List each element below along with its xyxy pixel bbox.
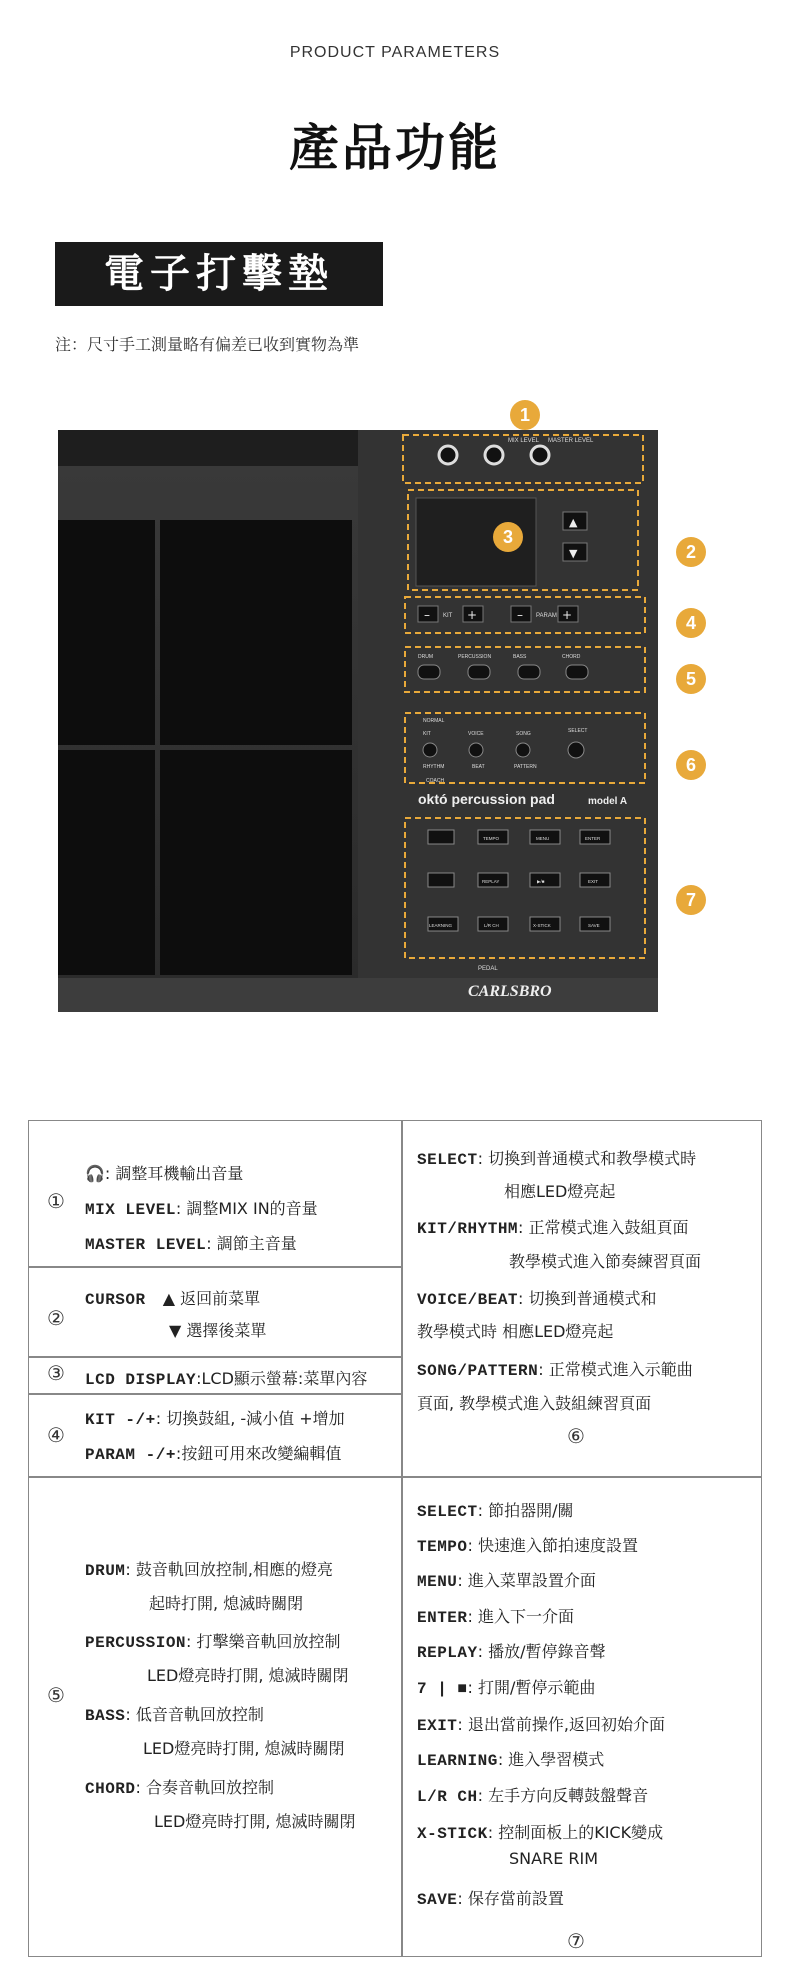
badge-4: 4 bbox=[676, 608, 706, 638]
pad-bottom-right bbox=[160, 750, 352, 975]
voice-beat-row: VOICE/BEAT: 切換到普通模式和 bbox=[417, 1289, 657, 1309]
row6-number: ⑥ bbox=[567, 1424, 585, 1448]
svg-text:PERCUSSION: PERCUSSION bbox=[458, 654, 492, 660]
svg-text:+: + bbox=[467, 608, 478, 622]
cursor-down-row: ▼ 選擇後菜單 bbox=[169, 1321, 267, 1340]
svg-text:MIX LEVEL: MIX LEVEL bbox=[508, 438, 540, 444]
param-row: PARAM -/+:按鈕可用來改變編輯值 bbox=[85, 1444, 342, 1464]
function-item: SELECT: 節拍器開/關 bbox=[417, 1501, 574, 1521]
percussion-row: PERCUSSION: 打擊樂音軌回放控制 bbox=[85, 1632, 341, 1652]
function-item: EXIT: 退出當前操作,返回初始介面 bbox=[417, 1715, 665, 1735]
page-subtitle: PRODUCT PARAMETERS bbox=[289, 44, 501, 61]
badge-1: 1 bbox=[510, 400, 540, 430]
svg-text:MASTER LEVEL: MASTER LEVEL bbox=[548, 438, 594, 444]
badge-7: 7 bbox=[676, 885, 706, 915]
mix-level-row: MIX LEVEL: 調整MIX IN的音量 bbox=[85, 1199, 318, 1219]
svg-text:VOICE: VOICE bbox=[468, 731, 484, 737]
svg-text:PATTERN: PATTERN bbox=[514, 764, 537, 770]
row1-number: ① bbox=[47, 1189, 65, 1213]
device-drawing bbox=[58, 400, 738, 1012]
svg-text:PARAM: PARAM bbox=[536, 613, 557, 619]
svg-text:▶/■: ▶/■ bbox=[537, 879, 545, 884]
row5-number: ⑤ bbox=[47, 1683, 65, 1707]
svg-text:▼: ▼ bbox=[569, 547, 578, 560]
function-item: ENTER: 進入下一介面 bbox=[417, 1607, 574, 1627]
row7-number: ⑦ bbox=[567, 1929, 585, 1953]
measurement-note: 注：尺寸手工測量略有偏差已收到實物為準 bbox=[55, 335, 360, 354]
section-tag: 電子打擊墊 bbox=[55, 242, 383, 306]
song-pattern-row: SONG/PATTERN: 正常模式進入示範曲 bbox=[417, 1360, 693, 1380]
function-item: X-STICK: 控制面板上的KICK變成 bbox=[417, 1823, 664, 1843]
row4-number: ④ bbox=[47, 1423, 65, 1447]
svg-text:ENTER: ENTER bbox=[585, 836, 601, 841]
badge-5: 5 bbox=[676, 664, 706, 694]
badge-2: 2 bbox=[676, 537, 706, 567]
row2-number: ② bbox=[47, 1306, 65, 1330]
svg-text:RHYTHM: RHYTHM bbox=[423, 764, 445, 770]
svg-text:CHORD: CHORD bbox=[562, 654, 581, 660]
function-item: L/R CH: 左手方向反轉鼓盤聲音 bbox=[417, 1786, 649, 1806]
function-item: REPLAY: 播放/暫停錄音聲 bbox=[417, 1642, 606, 1662]
page-title: 產品功能 bbox=[289, 119, 501, 177]
svg-text:BASS: BASS bbox=[513, 654, 527, 660]
svg-text:KIT: KIT bbox=[423, 731, 431, 737]
headphone-icon: 🎧 bbox=[85, 1164, 105, 1183]
percussion-pad-image bbox=[58, 400, 738, 1012]
function-item: 7 | ■: 打開/暫停示範曲 bbox=[417, 1678, 596, 1698]
lcd-row: LCD DISPLAY:LCD顯示螢幕:菜單內容 bbox=[85, 1369, 368, 1389]
svg-text:model A: model A bbox=[588, 796, 628, 807]
svg-text:DRUM: DRUM bbox=[418, 654, 433, 660]
function-item: SAVE: 保存當前設置 bbox=[417, 1889, 564, 1909]
svg-text:LEARNING: LEARNING bbox=[429, 923, 453, 928]
function-item: SNARE RIM bbox=[509, 1849, 599, 1868]
headphone-row: 🎧: 調整耳機輸出音量 bbox=[85, 1164, 244, 1183]
pad-top-left bbox=[58, 520, 155, 745]
pad-top-right bbox=[160, 520, 352, 745]
function-item: LEARNING: 進入學習模式 bbox=[417, 1750, 605, 1770]
master-level-row: MASTER LEVEL: 調節主音量 bbox=[85, 1234, 297, 1254]
svg-text:KIT: KIT bbox=[443, 613, 453, 619]
svg-text:▲: ▲ bbox=[569, 516, 578, 529]
bass-row: BASS: 低音音軌回放控制 bbox=[85, 1705, 264, 1725]
svg-text:TEMPO: TEMPO bbox=[483, 836, 500, 841]
svg-text:L/R CH: L/R CH bbox=[484, 923, 499, 928]
svg-text:X-STICK: X-STICK bbox=[533, 923, 551, 928]
svg-text:októ percussion pad: októ percussion pad bbox=[418, 791, 555, 807]
svg-text:SAVE: SAVE bbox=[588, 923, 600, 928]
chord-row: CHORD: 合奏音軌回放控制 bbox=[85, 1778, 274, 1798]
svg-text:COACH: COACH bbox=[426, 778, 445, 784]
drum-row: DRUM: 鼓音軌回放控制,相應的燈亮 bbox=[85, 1560, 333, 1580]
svg-text:SELECT: SELECT bbox=[568, 728, 588, 734]
svg-text:CARLSBRO: CARLSBRO bbox=[468, 983, 552, 1000]
function-item: MENU: 進入菜單設置介面 bbox=[417, 1571, 596, 1591]
svg-text:+: + bbox=[562, 608, 573, 622]
badge-3: 3 bbox=[493, 522, 523, 552]
svg-text:PEDAL: PEDAL bbox=[478, 966, 498, 972]
cursor-row: CURSOR ▲ 返回前菜單 bbox=[85, 1289, 261, 1309]
row3-number: ③ bbox=[47, 1361, 65, 1385]
triangle-down-icon: ▼ bbox=[169, 1321, 182, 1340]
spec-table: ① 🎧: 調整耳機輸出音量 MIX LEVEL: 調整MIX IN的音量 MASTER LEVEL: 調節主音量 ② CURSOR ▲ 返回前菜單 ▼ 選擇後菜單 ③ LCD DISPLAY:LCD顯示螢幕:菜單內容 ④ KIT -/+: 切換鼓組, -減小值 +增加 PARAM -/+:按鈕可用來改變編輯值 SELECT: 切換到普通模式和教學模式時 相應LED燈亮起 KIT/RHYTHM: 正常模式進入鼓組頁面 教學模式進入節奏練習頁面 VOICE/BEAT: 切換到普通模式和 教學模式時 相應LED燈亮起 SONG/PATTERN: 正常模式進入示範曲 頁面, 教學模式進入鼓組練習頁面 ⑥ ⑤ DRUM: 鼓音軌回放控制,相應的燈亮 起時打開, 熄滅時關閉 PERCUSSION: 打擊樂音軌回放控制 LED燈亮時打開, 熄滅時關閉 BASS: 低音音軌回放控制 LED燈亮時打開, 熄滅時關閉 CHORD: 合奏音軌回放控制 LED燈亮時打開, 熄滅時關閉 SELECT: 節拍器開/關 TEMPO: 快速進入節拍速度設置 MENU: 進入菜單設置介面 ENTER: 進入下一介面 REPLAY: 播放/暫停錄音聲 7 | ■: 打開/暫停示範曲 EXIT: 退出當前操作,返回初始介面 LEARNING: 進入學習模式 L/R CH: 左手方向反轉鼓盤聲音 X-STICK: 控制面板上的KICK變成 SNARE RIM SAVE: 保存當前設置 ⑦ bbox=[28, 1120, 762, 1957]
function-item: TEMPO: 快速進入節拍速度設置 bbox=[417, 1536, 638, 1556]
svg-text:MENU: MENU bbox=[536, 836, 550, 841]
svg-text:REPLAY: REPLAY bbox=[482, 879, 500, 884]
svg-text:EXIT: EXIT bbox=[588, 879, 599, 884]
svg-text:BEAT: BEAT bbox=[472, 764, 485, 770]
triangle-up-icon: ▲ bbox=[162, 1289, 176, 1308]
svg-text:SONG: SONG bbox=[516, 731, 531, 737]
badge-6: 6 bbox=[676, 750, 706, 780]
kit-rhythm-row: KIT/RHYTHM: 正常模式進入鼓組頁面 bbox=[417, 1218, 689, 1238]
svg-text:–: – bbox=[517, 608, 523, 622]
svg-text:–: – bbox=[424, 608, 430, 622]
kit-row: KIT -/+: 切換鼓組, -減小值 +增加 bbox=[85, 1409, 345, 1429]
select-row: SELECT: 切換到普通模式和教學模式時 bbox=[417, 1149, 697, 1169]
pad-bottom-left bbox=[58, 750, 155, 975]
svg-text:NORMAL: NORMAL bbox=[423, 718, 445, 724]
